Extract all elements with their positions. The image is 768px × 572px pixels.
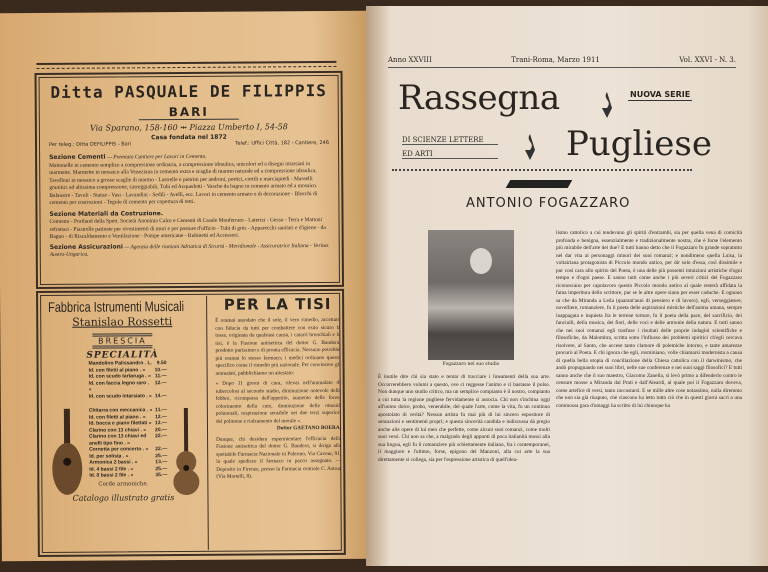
flame-emblem-icon <box>522 134 538 160</box>
price-row <box>89 433 167 447</box>
issue-year: Anno XXVIII <box>388 56 432 64</box>
ad-city: BRESCIA <box>92 333 153 348</box>
masthead-subtitle-1: DI SCIENZE LETTERE <box>402 136 498 145</box>
price-value: 25.— <box>155 452 168 459</box>
ad-testimonial: « Dopo 11 giorni di cura, rilevai nell'ammalato di tubercolosi al secondo stadio, diminuzione notevole della febbre, ricomparsa dell'appetito, aumento delle forze, colorimento della cute, diminuzione delle ottusità polmonali, respirazione sensibile nei due terzi superiori del polmone e rialzamento del morale ». <box>215 379 341 425</box>
price-item: Id. con scudo intarsiato . » <box>88 392 152 400</box>
masthead-rassegna: Rassegna <box>398 78 560 118</box>
section-desc: — Premiato Cantiere per Lavori in Cemento. <box>106 153 207 161</box>
price-value: 20.— <box>155 426 168 433</box>
price-value: 25.— <box>155 465 168 472</box>
price-item: Clarino con 13 chiavi . » <box>88 426 146 434</box>
price-item: Clarino con 13 chiavi ed anelli tipo fino . » <box>89 433 147 447</box>
price-item: Id. con scudo tartaruga . » <box>88 373 151 380</box>
ad-telegram: Per teleg.: Ditta DEFILIPPIS - Bari <box>48 141 132 148</box>
ad-paragraph: È oramai assodato che il sole, il vero rimedio, accettato con fiducia da tutti per combattere con esito sicuro la tosse, originata da qualsiasi causa, i catarri bronchiali e la tisi, è la Fusione antisettica del dottor G. Bandera, prodotto purissimo e di pronta efficacia. Nessuno potrebbe più oramai lo stesso farmaco; i medici ordinano questo specifico come il rimedio più razionale. Per convincere gli ammalati, pubblichiamo un attestato: <box>215 316 341 377</box>
issue-header <box>388 56 736 68</box>
price-value: 9.50 <box>156 360 167 367</box>
masthead-subtitle-2: ED ARTI <box>402 150 498 159</box>
ad-city: BARI <box>139 105 239 121</box>
price-item: Id. con filetti al piano . » <box>88 366 146 374</box>
price-value: 13.— <box>155 459 168 466</box>
ad-rossetti <box>44 296 201 503</box>
ad-maker: Stanislao Rossetti <box>72 315 173 329</box>
ornamental-border <box>36 61 336 69</box>
masthead-pugliese: Pugliese <box>566 124 712 164</box>
price-item: Mandolino Palissandro . L. <box>88 360 152 367</box>
ad-per-la-tisi <box>206 295 342 550</box>
ad-title: Ditta PASQUALE DE FILIPPIS <box>50 80 327 102</box>
fogazzaro-photo <box>428 230 514 360</box>
ad-title: PER LA TISI <box>223 294 332 314</box>
price-value: 10.— <box>154 366 167 373</box>
price-item: Id. per solista . » <box>89 452 129 460</box>
advertisement-de-filippis <box>35 71 345 289</box>
left-page <box>0 11 370 562</box>
price-item: Id. con faccia legno raro . » <box>88 379 149 393</box>
price-row <box>89 393 167 400</box>
ad-catalog: Catalogo illustrato gratis <box>72 492 175 503</box>
mandolin-icon <box>47 407 88 497</box>
ad-paragraph: Dunque, chi desidera esperimentare l'efficacia della Fusione antisettica del dottor G. Bandera, si diriga alla spettabile Farmacia Nazionale in Palermo, Via Cavour, 91, la quale spedisce il farmaco in pacco assegnato. — Deposito in Firenze, presso la Farmacia centrale C. Astrua (Via Martelli, 8). <box>216 435 342 480</box>
price-item: Cornetta per concerto . » <box>89 446 149 453</box>
section-name: Sezione Assicurazioni <box>49 242 123 251</box>
ad-phone: Telef.: Uffici Città, 182 - Cantiere, 246 <box>235 139 330 147</box>
price-row <box>89 380 167 394</box>
flame-emblem-icon <box>599 92 615 118</box>
price-value: 35.— <box>155 472 168 479</box>
ad-signature: Dottor GAETANO BOERA. <box>276 424 342 432</box>
right-page <box>366 6 768 566</box>
section-desc: — Agenzia delle riunioni Adriatica di Sicurtà - Meridionale - Assicuratrice Italiana - Veritas Austro-Ungarica. <box>49 242 329 258</box>
ad-strings: Corde armoniche. <box>98 480 149 488</box>
price-item: Id. 8 bassi 2 file . » <box>89 472 134 479</box>
price-value: 12.— <box>154 379 167 386</box>
price-list-guitars <box>89 407 167 479</box>
article-column-right: lismo cattolico a cui tendevano gli spiriti d'entrambi, sia per quella vena di comicità profonda e benigna, essenzialmente e tradizionalmente nostra, che è forse l'elemento più mirabile dell'arte dei due? E tutti hanno detto che il Fogazzaro fu grande sopratutto nel dar vita ai personaggi minori dei suoi romanzi; e nondimeno quella Luisa, la voltairiana protagonista di Piccolo mondo antico, per dir solo d'essa, così dissimile e pur così cara allo spirito del Poeta, è una delle più possenti intuizioni artistiche d'ogni tempo e d'ogni paese. E sanno tutti come anche i più severi critici del Fogazzaro riconoscano per capolavoro questo Piccolo mondo antico al quale resterà affidata la fama imperitura dello scrittore, pur se le altre opere siano per esser caduche. E ognuno sa che da Miranda a Leila (quarant'anni di pensiero e di lavoro), egli, verseggiatore, novelliere, romanziere, fu il poeta delle aspirazioni mistiche dell'anima umana, sempre inappagata e inquieta fra le terrene torture, fu il poeta della pace, del sacrificio, dei fanciulli, della musica, dei fiori, delle voci e delle armonie della natura. E tutti sanno che nei suoi romanzi egli trasfuse i risultati delle proprie indagini scientifiche e filosofiche, da Malombra, scritta sotto l'influsso dei problemi spiritici ch'egli cercava risolvere, al Santo, che accese tanto clamore di polemiche intorno, e tante amarezze procurò al Poeta. E chi ignora che egli, rosminiano, volle chiamarsi modernista a causa di quella bella utopia di conciliazione della Chiesa cattolica con il darwinismo, che andò propugnando nei suoi libri, nelle sue conferenze e nei suoi saggi filosofici? E tutti sanno anche che il suo maestro, Giacomo Zanella, si levò primo a difenderlo contro le censure mosse a Miranda dal Prati e dall'Aleardi, al quale poi il Fogazzaro doveva, come artefice di versi, tanto raccostarsi. E se mille altre cose notassimo, nulla diremmo che non sia già risaputo, chè ciascuno ha letto tutto ciò che in questi giorni sacri a una commossa gara d'omaggi ha scritto di lui chiunque ha <box>556 230 742 409</box>
section-text: Cemento - Portland della Spett. Società Anonima Calce e Cementi di Casale Monferrato - Laterizi - Gesso - Terra e Mattoni refrattari - Piastrelle patinate per rivestimenti di muri e per posture d'ufficio - Tubi di grès - Apparecchi sanitari e d'igiene - da Bagno - di Riscaldamento e Ventilazione - Pompe americane - Rubinetti ed Accessori. <box>49 217 326 240</box>
price-value: 11.— <box>154 373 167 380</box>
ad-title: Fabbrica Istrumenti Musicali <box>48 298 185 315</box>
section-name: Sezione Cementi <box>49 153 106 161</box>
price-item: Armonica 2 bassi . » <box>89 459 138 466</box>
price-value: 11.— <box>155 407 167 414</box>
issue-volume: Vol. XXVI - N. 3. <box>679 56 736 64</box>
photo-caption: Fogazzaro nel suo studio <box>442 362 500 367</box>
price-value: 12.— <box>154 413 167 420</box>
price-item: Id. con filetti al piano . » <box>88 413 146 421</box>
issue-place-date: Trani-Roma, Marzo 1911 <box>511 56 600 64</box>
section-name: Sezione Materiali da Costruzione. <box>49 209 164 218</box>
price-item: Id. bocca e piano filettati » <box>88 420 152 427</box>
article-column-left: È inutile dire chi sia stato e tentar di tracciare i lineamenti della sua arte. Occorrerebbero volumi a questo, ove ci reggesse l'animo e ci bastasse il polso. Non dunque uno studio critico, ma un semplice compianto è il nostro, compianto a cui tutta la regione pugliese fervidamente si associa. Chi non s'inchina oggi all'uomo dolce, probo, venerabile, del quale l'arte, come la vita, fu un continuo apostolato di verità? Nessun artista fu mai più di lui sincero espositore di sensazioni e sentimenti propri; e questa sincerità candida e indiscussa dà pregio anche alle opere di lui men che perfette, come alcuni suoi romanzi, come molti suoi versi. Chi non sa che, a malgrado degli appunti di poca italianità mossi alla sua lingua, egli fu il romanziere più schiettamente italiano, fra i contemporanei, il maggiore e l'ultimo, forse, epigono del Manzoni, alla cui arte la sua direttamente si collega, sia per l'espressione artistica di quell'idea- <box>378 374 550 463</box>
dotted-divider <box>392 169 692 171</box>
new-series-label: NUOVA SERIE <box>630 90 691 99</box>
advertisement-rossetti-tisi <box>36 289 346 557</box>
article-title: ANTONIO FOGAZZARO <box>466 196 631 211</box>
price-item: Id. 4 bassi 2 file . » <box>89 465 134 473</box>
price-value: 14.— <box>154 392 167 399</box>
ad-specialty: SPECIALITÀ <box>86 350 159 361</box>
ad-founded: Casa fondata nel 1872 <box>151 133 227 142</box>
price-row <box>89 472 167 479</box>
guitar-icon <box>171 406 202 496</box>
price-value: 22.— <box>155 446 168 453</box>
decorative-bar <box>506 180 573 188</box>
price-value: 22.— <box>155 433 168 440</box>
price-value: 13.— <box>154 420 167 427</box>
price-item: Chitarra con meccanica . » <box>88 407 153 414</box>
price-list-mandolins <box>89 360 167 400</box>
ad-address: Via Sparano, 158-160 ⇹ Piazza Umberto I, 54-58 <box>89 122 288 133</box>
section-text: Mattonelle in cemento semplice a compressione ordinaria, a compressione idraulica, unicolori ed a disegni intarsiati in marmette. Marmette in mosaico alla Veneziana in cemento extra e scaglie di marmo naturale ed a compressione idraulica. Tavelloni in mosaico a grosse scaglie di marmo - Lastrelle e pietrini per androni, portici, cortili e marciapiedi - Masselli granitici ad altissima compressione, carreggiabili. Tubi ed Acquedotti - Vasche da bagno in cemento armato ed a mosaico. Balaustre - Tavoli - Statue - Vasi - Lavandini - Sedili - Avelli, ecc. Lavori in cemento armato e di decorazione - Blocchi di cemento per costruzioni - Tegole di cemento per copertura di tetti. <box>49 160 318 206</box>
